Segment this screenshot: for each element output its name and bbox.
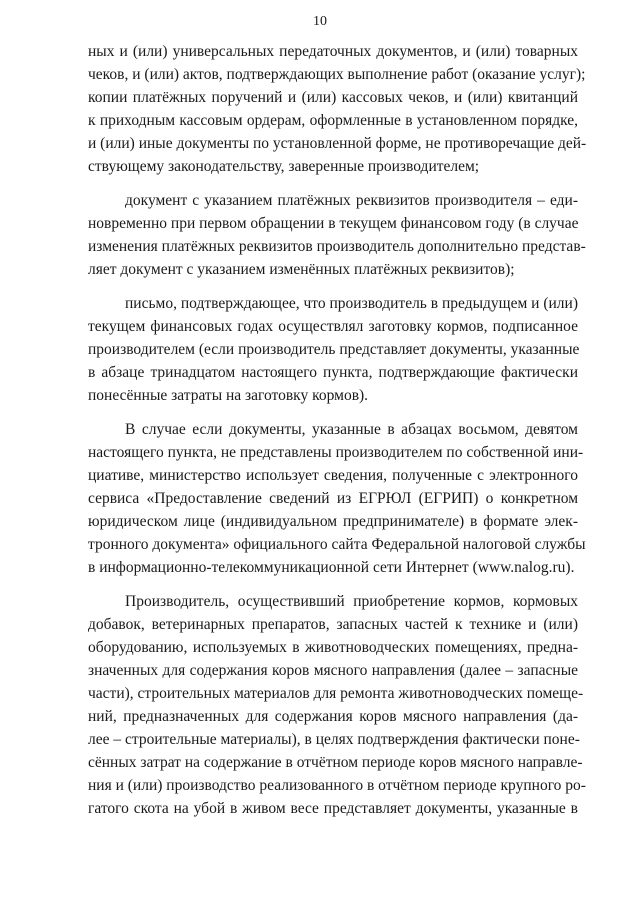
page-number: 10 <box>313 14 327 29</box>
text-line: добавок, ветеринарных препаратов, запасных частей к технике и (или) <box>88 616 578 633</box>
text-line: понесённые затраты на заготовку кормов). <box>88 387 369 404</box>
text-line: производителем (если производитель представляет документы, указанные <box>88 341 580 358</box>
paragraph-5 <box>88 590 586 820</box>
text-line: тронного документа» официального сайта Федеральной налоговой службы <box>88 536 586 553</box>
text-line: настоящего пункта, не представлены производителем по собственной ини- <box>88 444 584 461</box>
text-line: ния и (или) производство реализованного в отчётном периоде крупного ро- <box>88 777 586 794</box>
text-line: документ с указанием платёжных реквизитов производителя – еди- <box>125 192 578 209</box>
text-line: в информационно-телекоммуникационной сети Интернет (www.nalog.ru). <box>88 559 575 576</box>
text-line: чеков, и (или) актов, подтверждающих выполнение работ (оказание услуг); <box>88 66 586 83</box>
text-line: ляет документ с указанием изменённых платёжных реквизитов); <box>88 261 515 278</box>
document-body <box>88 40 587 820</box>
text-line: лее – строительные материалы), в целях подтверждения фактически поне- <box>88 731 580 748</box>
text-line: к приходным кассовым ордерам, оформленные в установленном порядке, <box>88 112 578 129</box>
paragraph-4 <box>88 418 586 579</box>
text-line: копии платёжных поручений и (или) кассовых чеков, и (или) квитанций <box>88 89 578 106</box>
text-line: сённых затрат на содержание в отчётном периоде коров мясного направле- <box>88 754 583 771</box>
text-line: и (или) иные документы по установленной форме, не противоречащие дей- <box>88 135 587 152</box>
text-line: текущем финансовых годах осуществлял заготовку кормов, подписанное <box>88 318 578 335</box>
text-line: письмо, подтверждающее, что производитель в предыдущем и (или) <box>125 295 578 312</box>
text-line: части), строительных материалов для ремонта животноводческих помеще- <box>88 685 584 702</box>
text-line: гатого скота на убой в живом весе представляет документы, указанные в <box>88 800 578 817</box>
text-line: циативе, министерство использует сведения, полученные с электронного <box>88 467 578 484</box>
text-line: значенных для содержания коров мясного направления (далее – запасные <box>88 662 578 679</box>
text-line: изменения платёжных реквизитов производитель дополнительно представ- <box>88 238 586 255</box>
text-line: В случае если документы, указанные в абзацах восьмом, девятом <box>125 421 578 438</box>
text-line: оборудованию, используемых в животноводческих помещениях, предна- <box>88 639 578 656</box>
text-line: ствующему законодательству, заверенные производителем; <box>88 158 480 175</box>
text-line: сервиса «Предоставление сведений из ЕГРЮЛ (ЕГРИП) о конкретном <box>88 490 578 507</box>
text-line: ний, предназначенных для содержания коров мясного направления (да- <box>88 708 578 725</box>
text-line: в абзаце тринадцатом настоящего пункта, подтверждающие фактически <box>88 364 578 381</box>
text-line: юридическом лице (индивидуальном предпринимателе) в формате элек- <box>88 513 578 530</box>
paragraph-1 <box>88 40 587 178</box>
text-line: новременно при первом обращении в текущем финансовом году (в случае <box>88 215 579 232</box>
paragraph-3 <box>88 292 578 407</box>
text-line: Производитель, осуществивший приобретение кормов, кормовых <box>125 593 578 610</box>
paragraph-2 <box>88 189 586 281</box>
text-line: ных и (или) универсальных передаточных документов, и (или) товарных <box>88 43 578 60</box>
